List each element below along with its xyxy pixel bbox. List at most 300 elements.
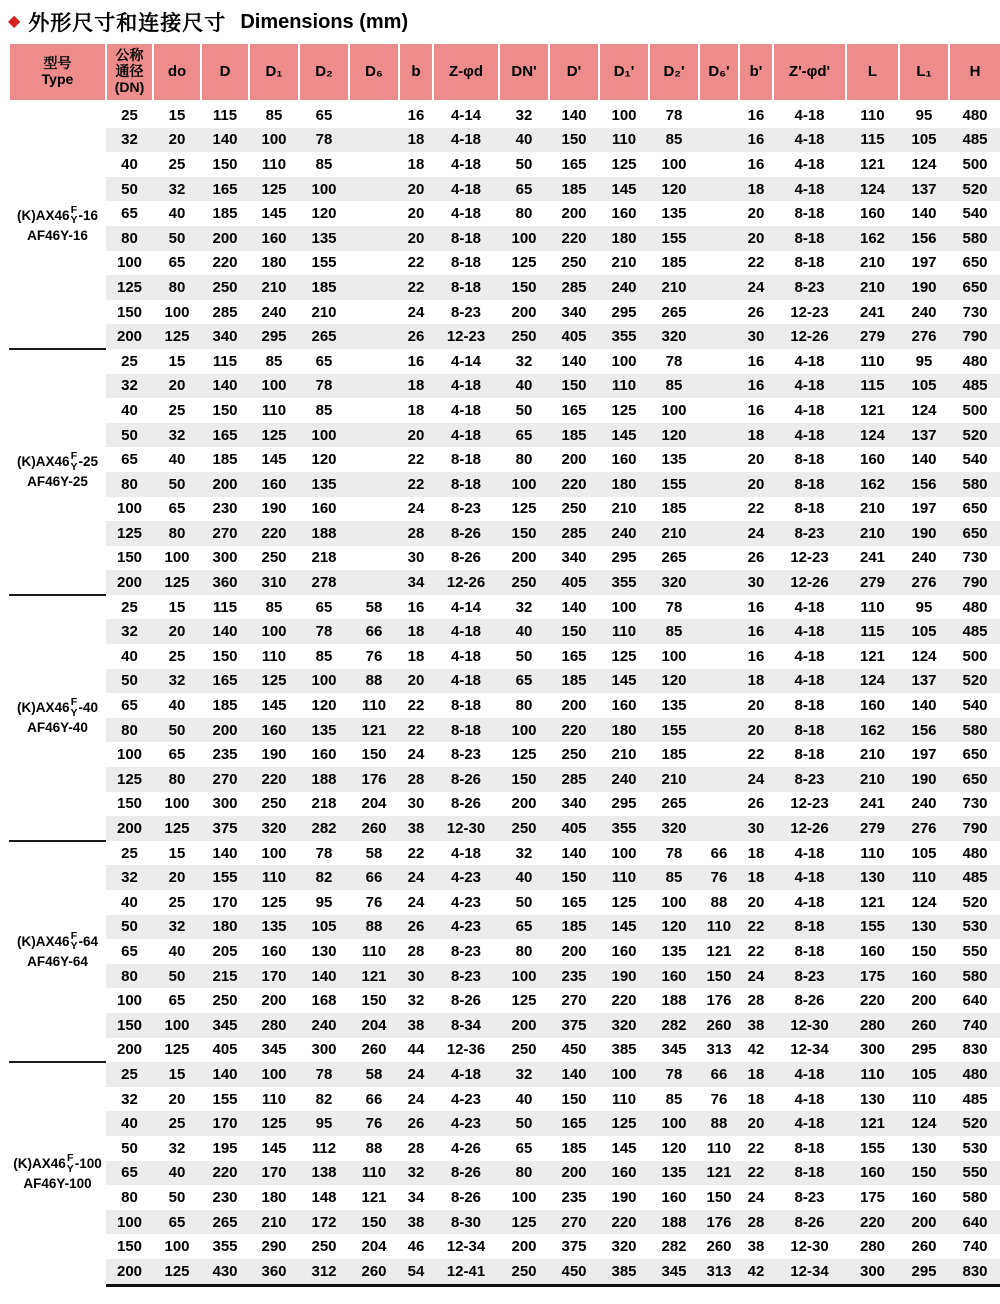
table-cell: 40 <box>153 1161 201 1186</box>
table-cell: 50 <box>106 177 153 202</box>
table-cell: 790 <box>949 324 1000 349</box>
table-cell: 100 <box>599 1062 649 1087</box>
table-cell: 65 <box>121 942 138 960</box>
table-cell: 100 <box>499 964 549 989</box>
table-cell: 485 <box>949 374 1000 399</box>
table-cell <box>699 152 739 177</box>
table-cell: 485 <box>962 1090 988 1108</box>
table-cell: 12-34 <box>773 1259 846 1285</box>
table-cell: 100 <box>249 1062 299 1087</box>
table-cell: 650 <box>949 521 1000 546</box>
table-cell: 105 <box>899 374 949 399</box>
table-cell: 121 <box>699 1161 739 1186</box>
table-cell: 260 <box>699 1013 739 1038</box>
table-cell: 78 <box>299 1062 349 1087</box>
table-row <box>9 890 1000 915</box>
table-row <box>9 939 1000 964</box>
table-cell: 190 <box>899 275 949 300</box>
table-cell: 40 <box>121 155 138 173</box>
table-cell: 200 <box>261 992 287 1010</box>
table-cell: 40 <box>121 893 138 911</box>
table-cell: 32 <box>515 598 533 616</box>
table-cell: 188 <box>649 1210 699 1235</box>
table-cell: 20 <box>747 451 765 469</box>
table-cell: 280 <box>846 1013 899 1038</box>
table-cell: 28 <box>399 767 433 792</box>
table-cell: 8-23 <box>773 275 846 300</box>
table-cell: 78 <box>299 619 349 644</box>
col-header-dn <box>106 43 153 102</box>
table-cell: 110 <box>846 1062 899 1087</box>
table-cell: 82 <box>299 865 349 890</box>
table-cell: 4-18 <box>433 1062 499 1087</box>
table-cell: 138 <box>299 1161 349 1186</box>
table-cell: 65 <box>168 254 186 272</box>
table-cell: 200 <box>201 718 249 743</box>
table-cell: 121 <box>349 718 399 743</box>
table-cell: 85 <box>649 374 699 399</box>
table-cell: 145 <box>599 423 649 448</box>
table-cell: 345 <box>261 1041 287 1059</box>
table-cell <box>699 521 739 546</box>
table-cell: 120 <box>661 1139 687 1157</box>
table-cell: 160 <box>611 942 637 960</box>
table-cell: 26 <box>399 915 433 940</box>
table-cell: 160 <box>899 964 949 989</box>
table-cell: 85 <box>265 598 283 616</box>
table-cell: 110 <box>361 697 387 715</box>
table-cell: 8-23 <box>450 303 482 321</box>
table-cell: 340 <box>561 303 587 321</box>
table-cell <box>699 570 739 595</box>
table-cell: 65 <box>315 598 333 616</box>
table-cell: 276 <box>899 570 949 595</box>
table-cell: 279 <box>846 816 899 841</box>
table-cell: 121 <box>859 401 886 419</box>
table-cell: 175 <box>859 1188 886 1206</box>
table-cell: 20 <box>399 177 433 202</box>
table-cell: 150 <box>549 865 599 890</box>
table-cell: 250 <box>212 992 238 1010</box>
table-cell: 110 <box>899 865 949 890</box>
table-cell: 640 <box>949 1210 1000 1235</box>
table-cell: 4-14 <box>450 598 482 616</box>
table-cell: 85 <box>649 619 699 644</box>
table-row <box>9 102 1000 128</box>
table-cell: 8-18 <box>794 1139 825 1157</box>
col-header-type <box>9 43 106 102</box>
table-cell: 8-18 <box>773 915 846 940</box>
table-row <box>9 521 1000 546</box>
table-cell: 24 <box>747 1188 765 1206</box>
table-cell: 320 <box>599 1013 649 1038</box>
table-cell: 250 <box>499 324 549 349</box>
table-cell: 121 <box>349 964 399 989</box>
table-cell: 650 <box>962 746 988 764</box>
table-row <box>9 423 1000 448</box>
table-cell: 220 <box>212 254 238 272</box>
table-cell: 320 <box>649 816 699 841</box>
table-cell: 730 <box>962 303 988 321</box>
table-row <box>9 1038 1000 1063</box>
table-cell: 121 <box>361 1188 387 1206</box>
table-cell: 150 <box>699 964 739 989</box>
table-cell <box>349 102 399 128</box>
table-cell: 38 <box>739 1013 773 1038</box>
table-cell: 15 <box>168 598 186 616</box>
table-cell: 480 <box>962 352 988 370</box>
table-cell <box>349 152 399 177</box>
table-cell: 180 <box>599 226 649 251</box>
table-cell: 150 <box>212 401 238 419</box>
table-cell: 125 <box>249 1111 299 1136</box>
table-cell: 125 <box>106 767 153 792</box>
table-cell: 485 <box>949 619 1000 644</box>
table-cell: 22 <box>739 915 773 940</box>
type-sup-sub: F Y <box>70 450 78 473</box>
table-cell: 8-18 <box>433 472 499 497</box>
table-row <box>9 1111 1000 1136</box>
table-cell: 155 <box>649 472 699 497</box>
table-cell: 200 <box>201 226 249 251</box>
table-cell: 121 <box>846 1111 899 1136</box>
type-label: (K)AX46 F Y -25 AF46Y-25 <box>9 349 106 595</box>
table-cell: 95 <box>915 106 933 124</box>
table-cell: 450 <box>561 1041 587 1059</box>
table-cell <box>699 177 739 202</box>
table-cell: 22 <box>399 275 433 300</box>
table-cell: 540 <box>962 697 988 715</box>
table-cell: 241 <box>859 303 886 321</box>
table-cell: 105 <box>899 1062 949 1087</box>
table-cell <box>699 201 739 226</box>
table-cell: 218 <box>311 795 337 813</box>
table-cell: 95 <box>915 352 933 370</box>
table-cell: 520 <box>962 893 988 911</box>
table-cell: 285 <box>549 521 599 546</box>
col-header-4: D₆ <box>349 43 399 102</box>
table-cell: 24 <box>399 1062 433 1087</box>
table-cell: 24 <box>407 303 425 321</box>
table-cell: 110 <box>860 352 885 370</box>
table-cell: 110 <box>599 865 649 890</box>
table-cell: 285 <box>549 767 599 792</box>
table-cell <box>699 718 739 743</box>
table-row <box>9 718 1000 743</box>
table-cell: 24 <box>739 521 773 546</box>
table-cell: 204 <box>361 1238 387 1256</box>
table-cell: 4-18 <box>794 844 825 862</box>
table-cell: 137 <box>899 177 949 202</box>
table-cell: 95 <box>299 1111 349 1136</box>
col-header-3: D₂ <box>299 43 349 102</box>
table-cell: 148 <box>311 1188 337 1206</box>
table-cell: 155 <box>846 915 899 940</box>
col-header-8: D' <box>549 43 599 102</box>
table-cell: 66 <box>699 1062 739 1087</box>
table-row <box>9 201 1000 226</box>
table-cell: 260 <box>349 816 399 841</box>
table-cell: 155 <box>859 1139 886 1157</box>
table-cell: 160 <box>611 451 637 469</box>
table-cell: 285 <box>212 303 238 321</box>
table-cell: 100 <box>116 254 143 272</box>
table-cell: 540 <box>962 451 988 469</box>
table-cell: 125 <box>511 254 537 272</box>
table-row <box>9 915 1000 940</box>
table-cell: 125 <box>106 275 153 300</box>
table-cell: 295 <box>899 1259 949 1285</box>
table-cell: 112 <box>311 1139 337 1157</box>
table-cell: 85 <box>265 352 283 370</box>
table-row <box>9 1210 1000 1235</box>
table-cell: 30 <box>407 795 425 813</box>
table-cell: 100 <box>499 226 549 251</box>
table-cell: 100 <box>164 549 190 567</box>
table-cell: 235 <box>561 1188 587 1206</box>
table-cell: 20 <box>739 718 773 743</box>
table-cell: 20 <box>739 226 773 251</box>
table-cell: 32 <box>153 423 201 448</box>
table-cell: 16 <box>739 374 773 399</box>
table-cell: 32 <box>106 128 153 153</box>
table-cell: 8-26 <box>450 1188 482 1206</box>
table-cell: 241 <box>859 549 886 567</box>
table-cell: 250 <box>261 549 287 567</box>
table-cell: 50 <box>153 226 201 251</box>
table-row <box>9 644 1000 669</box>
table-cell: 156 <box>899 718 949 743</box>
table-row <box>9 742 1000 767</box>
table-cell: 4-18 <box>450 844 482 862</box>
table-cell: 250 <box>511 1041 537 1059</box>
table-row <box>9 349 1000 374</box>
table-cell: 65 <box>499 669 549 694</box>
table-cell: 220 <box>549 472 599 497</box>
table-cell: 40 <box>499 128 549 153</box>
table-cell: 125 <box>599 1111 649 1136</box>
table-cell: 218 <box>311 549 337 567</box>
table-cell: 160 <box>611 697 637 715</box>
table-cell: 270 <box>561 992 587 1010</box>
table-cell: 12-36 <box>446 1041 486 1059</box>
table-cell: 32 <box>515 352 533 370</box>
table-cell: 8-26 <box>433 767 499 792</box>
table-cell: 121 <box>706 942 732 960</box>
table-cell: 150 <box>361 992 387 1010</box>
table-cell: 220 <box>859 992 886 1010</box>
table-cell: 80 <box>515 451 533 469</box>
table-cell <box>349 226 399 251</box>
table-cell: 8-26 <box>433 521 499 546</box>
table-cell: 100 <box>153 1013 201 1038</box>
table-cell: 65 <box>315 352 333 370</box>
table-cell: 200 <box>561 697 587 715</box>
table-cell: 121 <box>859 893 886 911</box>
table-cell: 40 <box>106 1111 153 1136</box>
table-cell: 155 <box>201 865 249 890</box>
table-cell: 150 <box>116 1238 143 1256</box>
table-cell: 130 <box>859 1090 886 1108</box>
table-cell: 4-18 <box>433 619 499 644</box>
table-cell: 200 <box>106 570 153 595</box>
table-cell: 65 <box>499 423 549 448</box>
table-cell: 88 <box>365 1139 383 1157</box>
table-cell: 235 <box>212 746 238 764</box>
table-cell: 145 <box>599 915 649 940</box>
table-cell: 200 <box>499 1013 549 1038</box>
table-cell: 730 <box>962 549 988 567</box>
table-cell: 160 <box>599 1161 649 1186</box>
table-cell: 8-23 <box>773 767 846 792</box>
table-cell: 18 <box>739 423 773 448</box>
table-cell: 65 <box>168 992 186 1010</box>
table-cell: 20 <box>747 697 765 715</box>
table-cell: 8-18 <box>794 746 825 764</box>
table-cell: 290 <box>261 1238 287 1256</box>
table-cell: 345 <box>649 1259 699 1285</box>
table-cell: 15 <box>153 1062 201 1087</box>
table-cell: 100 <box>116 746 143 764</box>
table-cell: 26 <box>747 549 765 567</box>
table-cell: 145 <box>261 451 287 469</box>
table-cell <box>349 275 399 300</box>
table-cell: 185 <box>661 746 687 764</box>
table-cell: 50 <box>121 1139 138 1157</box>
table-cell: 22 <box>739 1161 773 1186</box>
table-cell: 140 <box>201 1062 249 1087</box>
table-cell: 150 <box>212 155 238 173</box>
table-row <box>9 570 1000 595</box>
table-cell: 65 <box>121 205 138 223</box>
table-cell: 38 <box>399 1013 433 1038</box>
table-cell: 4-18 <box>794 352 825 370</box>
table-cell: 100 <box>611 844 637 862</box>
table-cell: 18 <box>399 619 433 644</box>
table-cell: 260 <box>911 1238 937 1256</box>
table-cell: 110 <box>599 128 649 153</box>
table-cell: 24 <box>407 1090 425 1108</box>
table-cell: 210 <box>649 275 699 300</box>
table-cell: 66 <box>349 865 399 890</box>
table-row <box>9 324 1000 349</box>
table-cell: 170 <box>201 1111 249 1136</box>
table-cell: 140 <box>561 844 587 862</box>
table-cell: 170 <box>249 964 299 989</box>
table-cell: 22 <box>747 254 765 272</box>
table-cell: 210 <box>846 521 899 546</box>
table-cell: 24 <box>407 746 425 764</box>
table-cell: 100 <box>261 844 287 862</box>
table-cell: 4-18 <box>773 619 846 644</box>
table-cell: 145 <box>261 1139 287 1157</box>
table-cell: 200 <box>116 1041 143 1059</box>
table-cell: 125 <box>611 155 637 173</box>
col-header-dn-line3: (DN) <box>114 78 145 95</box>
table-cell: 4-18 <box>450 401 482 419</box>
table-cell: 66 <box>349 619 399 644</box>
table-cell: 32 <box>407 992 425 1010</box>
table-cell: 28 <box>407 942 425 960</box>
table-cell: 80 <box>106 718 153 743</box>
table-cell: 4-18 <box>450 205 482 223</box>
table-cell <box>699 546 739 571</box>
table-cell <box>349 251 399 276</box>
table-cell: 32 <box>515 844 533 862</box>
table-cell: 4-18 <box>773 669 846 694</box>
table-cell: 4-18 <box>773 423 846 448</box>
table-cell: 355 <box>599 816 649 841</box>
table-cell: 8-26 <box>794 992 825 1010</box>
table-cell: 450 <box>549 1259 599 1285</box>
table-cell: 25 <box>153 1111 201 1136</box>
table-cell: 50 <box>515 401 533 419</box>
table-cell: 76 <box>349 1111 399 1136</box>
table-cell: 313 <box>699 1259 739 1285</box>
table-cell: 355 <box>599 324 649 349</box>
table-cell: 156 <box>899 226 949 251</box>
table-cell: 12-30 <box>433 816 499 841</box>
table-cell: 165 <box>549 1111 599 1136</box>
table-cell: 44 <box>407 1041 425 1059</box>
table-cell: 50 <box>499 1111 549 1136</box>
table-cell: 160 <box>249 472 299 497</box>
table-cell: 295 <box>611 795 637 813</box>
table-cell: 150 <box>499 767 549 792</box>
table-cell: 4-18 <box>794 155 825 173</box>
table-cell: 22 <box>747 942 765 960</box>
table-row <box>9 177 1000 202</box>
table-cell: 145 <box>261 697 287 715</box>
table-cell: 78 <box>649 1062 699 1087</box>
table-cell: 95 <box>315 893 333 911</box>
table-cell: 124 <box>911 647 937 665</box>
table-cell: 160 <box>859 205 886 223</box>
col-header-7: DN' <box>499 43 549 102</box>
table-cell: 125 <box>611 401 637 419</box>
table-cell: 121 <box>859 155 886 173</box>
table-cell: 530 <box>949 915 1000 940</box>
table-cell: 50 <box>515 893 533 911</box>
table-cell: 210 <box>611 500 637 518</box>
table-cell: 160 <box>311 500 337 518</box>
table-cell: 180 <box>599 472 649 497</box>
table-cell: 76 <box>365 893 383 911</box>
table-cell: 124 <box>911 401 937 419</box>
table-cell: 165 <box>561 155 587 173</box>
type-sup-sub: F Y <box>70 203 78 227</box>
table-cell: 190 <box>599 964 649 989</box>
table-cell: 250 <box>561 746 587 764</box>
table-cell: 200 <box>511 795 537 813</box>
table-cell: 20 <box>739 1111 773 1136</box>
table-cell: 165 <box>201 669 249 694</box>
table-cell: 100 <box>511 1188 537 1206</box>
table-cell: 58 <box>365 844 383 862</box>
table-cell: 220 <box>249 767 299 792</box>
table-cell: 240 <box>599 521 649 546</box>
table-cell <box>699 275 739 300</box>
table-row <box>9 1062 1000 1087</box>
table-cell: 250 <box>499 570 549 595</box>
table-cell: 485 <box>949 128 1000 153</box>
table-cell: 185 <box>212 697 238 715</box>
table-cell: 150 <box>549 619 599 644</box>
table-cell: 30 <box>739 324 773 349</box>
table-cell: 270 <box>201 767 249 792</box>
table-cell: 200 <box>561 205 587 223</box>
table-cell: 22 <box>399 718 433 743</box>
